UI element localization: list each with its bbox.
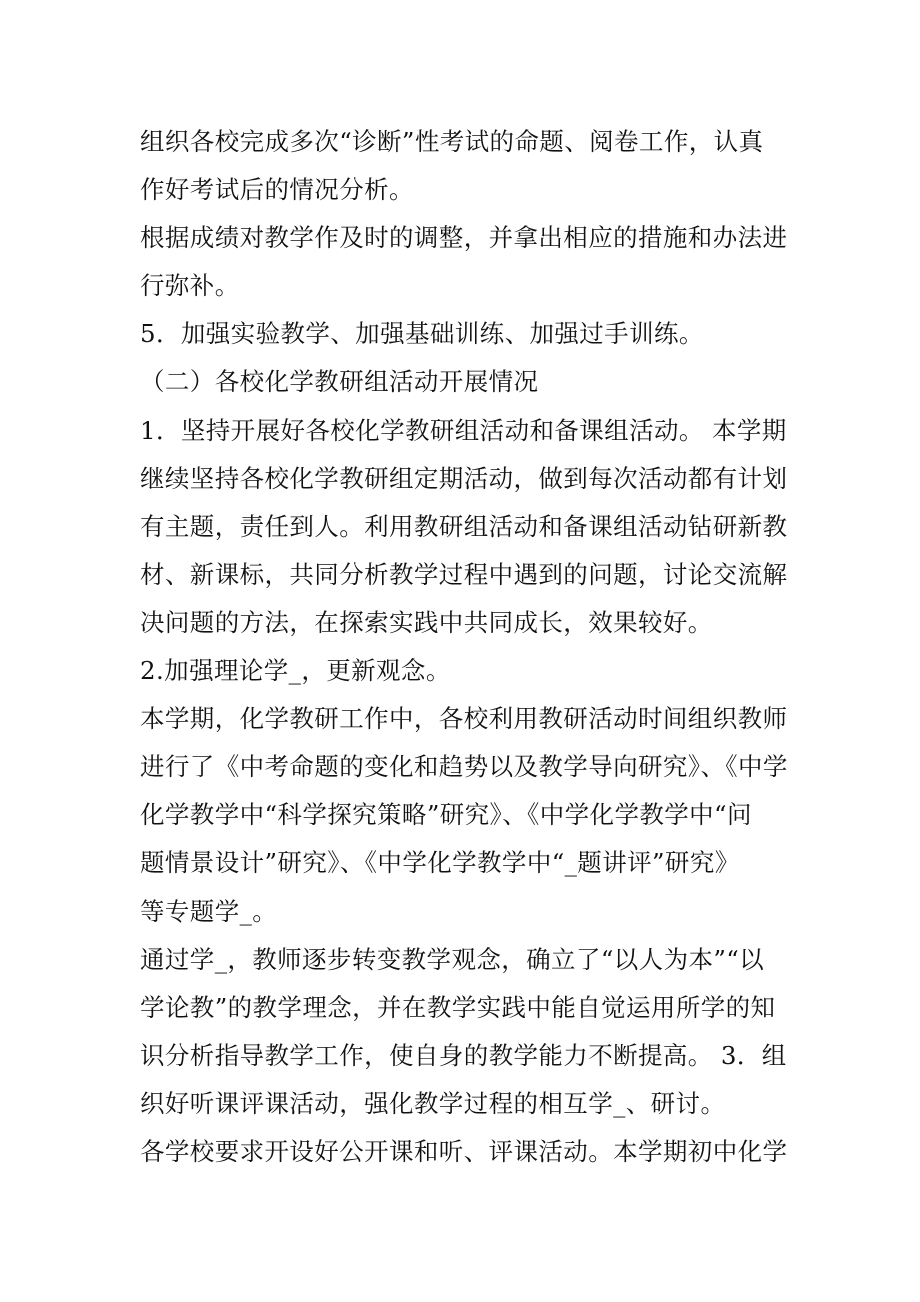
section-heading: （二）各校化学教研组活动开展情况 <box>140 367 539 397</box>
text-line: 组织各校完成多次“诊断”性考试的命题、阅卷工作，认真 <box>140 127 764 156</box>
text-line: 各学校要求开设好公开课和听、评课活动。本学期初中化学 <box>140 1136 788 1166</box>
text-line: 作好考试后的情况分析。 <box>140 175 414 205</box>
text-line: 5．加强实验教学、加强基础训练、加强过手训练。 <box>140 319 704 349</box>
text-line: 通过学_，教师逐步转变教学观念，确立了“以人为本”“以 <box>140 944 765 974</box>
text-line: 化学教学中“科学探究策略”研究》、《中学化学教学中“问 <box>140 800 752 830</box>
text-line: 本学期，化学教研工作中，各校利用教研活动时间组织教师 <box>140 704 788 734</box>
text-line: 题情景设计”研究》、《中学化学教学中“_题讲评”研究》 <box>140 848 740 878</box>
text-line: 1．坚持开展好各校化学教研组活动和备课组活动。 本学期 <box>140 415 787 445</box>
text-line: 2.加强理论学_，更新观念。 <box>140 656 451 686</box>
text-line: 有主题，责任到人。利用教研组活动和备课组活动钻研新教 <box>140 511 788 541</box>
text-line: 学论教”的教学理念，并在教学实践中能自觉运用所学的知 <box>140 992 776 1022</box>
text-line: 等专题学_。 <box>140 896 278 926</box>
text-line: 进行了《中考命题的变化和趋势以及教学导向研究》、《中学 <box>140 752 788 782</box>
text-line: 根据成绩对教学作及时的调整，并拿出相应的措施和办法进 <box>140 223 788 253</box>
text-line: 识分析指导教学工作，使自身的教学能力不断提高。 3．组 <box>140 1040 787 1070</box>
text-line: 织好听课评课活动，强化教学过程的相互学_、研讨。 <box>140 1088 726 1118</box>
text-line: 继续坚持各校化学教研组定期活动，做到每次活动都有计划 <box>140 463 788 493</box>
document-body <box>140 118 790 1176</box>
text-line: 材、新课标，共同分析教学过程中遇到的问题，讨论交流解 <box>140 559 788 589</box>
text-line: 决问题的方法，在探索实践中共同成长，效果较好。 <box>140 607 713 637</box>
text-line: 行弥补。 <box>140 271 240 301</box>
